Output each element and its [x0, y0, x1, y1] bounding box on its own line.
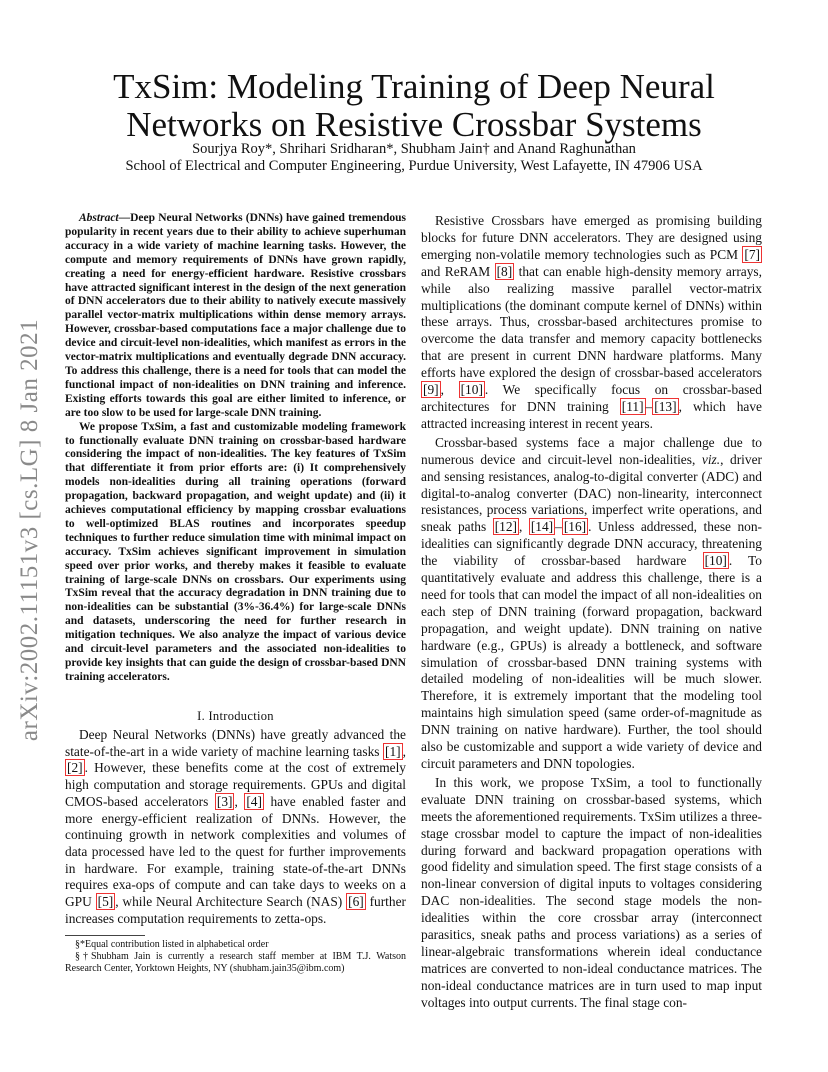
right-paragraph-3 [421, 775, 762, 1012]
intro-right-column [421, 213, 762, 1012]
paragraph-text: . To quantitatively evaluate and address this challenge, there is a need for tools that can model the impact of all non-idealities on each step of DNN training (forward propagation, backward propagation, and weight update). DNN training on native hardware (e.g., GPUs) is already a bottleneck, and software simulation of crossbar-based DNN training systems with detailed modeling of non-idealities will be much slower. Therefore, it is extremely important that the modeling tool maintains high simulation speed (same order-of-magnitude as DNN training on native hardware). Further, the tool should also be customizable and support a wide variety of device and circuit parameters and DNN topologies. [421, 553, 762, 771]
citation-link[interactable]: [9] [423, 382, 439, 398]
section-heading: I. Introduction [197, 709, 274, 723]
paragraph-text: In this work, we propose TxSim, a tool to functionally evaluate DNN training on crossbar-based systems, which meets the aforementioned requirements. TxSim utilizes a three-stage crossbar model to capture the impact of non-idealities during forward and backward propagation operations with good fidelity and simulation speed. The first stage consists of a non-linear conversion of digital inputs to voltages considering DAC non-idealities. The second stage models the non-idealities within the core crossbar array (interconnect parasitics, sneak paths and process variations) as a series of linear-algebraic transformations wherein ideal conductance matrices are converted to non-ideal conductance matrices. The non-ideal conductance matrices are in turn used to map input voltages into output currents. The final stage con- [421, 774, 762, 1010]
paragraph-text: . Unless addressed, these non-idealities can significantly degrade DNN accuracy, threatening the viability of crossbar-based hardware [421, 519, 762, 569]
paragraph-text: Resistive Crossbars have emerged as promising building blocks for future DNN accelerators. They are designed using emerging non-volatile memory technologies such as PCM [421, 213, 762, 262]
footnote-1: §*Equal contribution listed in alphabetical order [75, 939, 269, 950]
abstract-text-1: —Deep Neural Networks (DNNs) have gained tremendous popularity in recent years due to their ability to achieve superhuman accuracy in a wide variety of machine learning tasks. However, the compute and memory requirements of DNNs have grown rapidly, creating a need for energy-efficient hardware. Resistive crossbars have attracted significant interest in the design of the next generation of DNN accelerators due to their ability to natively execute massively parallel vector-matrix multiplications within dense memory arrays. However, crossbar-based computations face a major challenge due to device and circuit-level non-idealities, which manifest as errors in the vector-matrix multiplications and eventually degrade DNN accuracy. To address this challenge, there is a need for tools that can model the functional impact of non-idealities on DNN training and inference. Existing efforts towards this goal are either limited to inference, or are too slow to be used for large-scale DNN training. [65, 212, 406, 419]
paragraph-text: further increases computation requirements to zetta-ops. [65, 894, 407, 926]
paragraph-text: – [645, 398, 653, 414]
paragraph-text: and ReRAM [421, 263, 495, 279]
abstract-label: Abstract [79, 212, 119, 224]
citation-link[interactable]: [13] [654, 398, 677, 414]
citation-link[interactable]: [5] [97, 894, 114, 910]
citation-link[interactable]: [2] [67, 760, 83, 776]
citation-link[interactable]: [3] [216, 793, 233, 809]
footnotes [65, 935, 406, 975]
paragraph-text: . We specifically focus on crossbar-based architectures for DNN training [421, 382, 762, 414]
citation-link[interactable]: [10] [704, 553, 727, 569]
paragraph-text: , [234, 793, 245, 809]
footnote-rule [65, 935, 145, 936]
citation-link[interactable]: [4] [246, 793, 262, 809]
citation-link[interactable]: [6] [348, 894, 364, 910]
paragraph-text: , driver and sensing resistances, analog-to-digital converter (ADC) and digital-to-analog converter (DAC) non-linearity, interconnect resistances, process variations, imperfect write operations, and sneak paths [421, 451, 763, 535]
paragraph-text: , [519, 519, 529, 535]
intro-paragraph-1 [65, 727, 406, 927]
arxiv-stamp-text: arXiv:2002.11151v3 [cs.LG] 8 Jan 2021 [16, 318, 43, 742]
intro-left-column [65, 727, 406, 927]
title-line-2: Networks on Resistive Crossbar Systems [126, 105, 702, 144]
title-line-1: TxSim: Modeling Training of Deep Neural [113, 67, 715, 106]
paragraph-text: , [402, 743, 406, 759]
paragraph-text: Crossbar-based systems face a major challenge due to numerous device and circuit-level non-idealities, [421, 434, 762, 467]
abstract-paragraph-2: We propose TxSim, a fast and customizable modeling framework to functionally evaluate DNN training on crossbar-based hardware considering the impact of non-idealities. The key features of TxSim that differentiate it from prior efforts are: (i) It comprehensively models non-idealities during all training operations (forward propagation, backward propagation, and weight update) and (ii) it achieves computational efficiency by mapping crossbar evaluations to well-optimized BLAS routines and incorporates speedup techniques to further reduce simulation time with minimal impact on accuracy. TxSim achieves significant improvement in simulation speed over prior works, and thereby makes it feasible to evaluate training of large-scale DNNs on crossbars. Our experiments using TxSim reveal that the accuracy degradation in DNN training due to non-idealities can be substantial (3%-36.4%) for large-scale DNNs and datasets, underscoring the need for further research in mitigation techniques. We also analyze the impact of various device and circuit-level parameters and the associated non-idealities to provide key insights that can guide the design of crossbar-based DNN training accelerators. [65, 420, 406, 683]
affiliation: School of Electrical and Computer Engineering, Purdue University, West Lafayette, IN 47906 USA [125, 158, 703, 174]
citation-link[interactable]: [1] [385, 743, 401, 759]
paragraph-text: , [440, 382, 459, 398]
italic-text: viz. [701, 451, 721, 467]
paragraph-text: Deep Neural Networks (DNNs) have greatly advanced the state-of-the-art in a wide variety of machine learning tasks [65, 727, 406, 759]
right-paragraph-2 [421, 435, 762, 773]
right-paragraph-1 [421, 213, 762, 433]
paragraph-text: have enabled faster and more energy-efficient realization of DNNs. However, the continuing growth in network complexities and volumes of data processed have led to the quest for further improvements in hardware. For example, training state-of-the-art DNNs requires exa-ops of compute and can take days to weeks on a GPU [65, 793, 406, 910]
arxiv-stamp [10, 300, 50, 760]
citation-link[interactable]: [10] [460, 382, 483, 398]
paragraph-text: . However, these benefits come at the cost of extremely high computation and storage requirements. GPUs and digital CMOS-based accelerators [65, 760, 406, 809]
paragraph-text: , while Neural Architecture Search (NAS) [115, 894, 347, 910]
abstract-paragraph-1 [65, 212, 406, 421]
citation-link[interactable]: [11] [621, 398, 644, 414]
citation-link[interactable]: [12] [494, 519, 517, 535]
paper-title [60, 68, 768, 144]
authors: Sourjya Roy*, Shrihari Sridharan*, Shubham Jain† and Anand Raghunathan [192, 141, 636, 157]
abstract [65, 212, 406, 685]
paragraph-text: that can enable high-density memory arrays, while also realizing massive parallel vector-matrix multiplications (the dominant compute kernel of DNNs) within these arrays. Thus, crossbar-based architectures promise to overcome the data transfer and memory capacity bottlenecks that are present in current DNN hardware platforms. Many efforts have explored the design of crossbar-based accelerators [421, 263, 762, 381]
citation-link[interactable]: [8] [496, 263, 513, 279]
footnote-2: §†Shubham Jain is currently a research staff member at IBM T.J. Watson Research Center, Yorktown Heights, NY (shubham.jain35@ibm.com) [65, 951, 406, 974]
citation-link[interactable]: [7] [744, 246, 760, 262]
citation-link[interactable]: [14] [530, 519, 554, 535]
paragraph-text: , which have attracted increasing interest in recent years. [421, 398, 762, 431]
citation-link[interactable]: [16] [563, 519, 587, 535]
paragraph-text: – [555, 519, 562, 535]
